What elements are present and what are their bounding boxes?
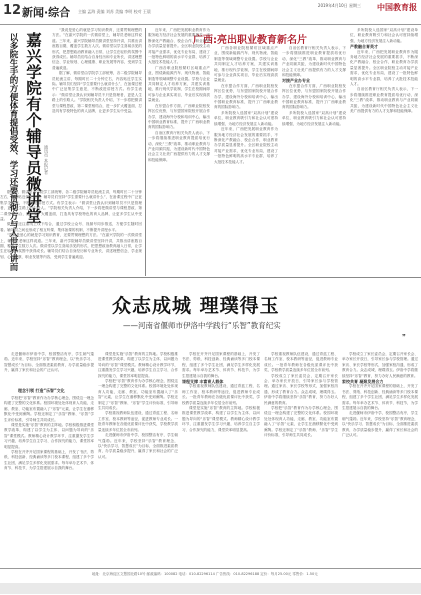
article2-col4 [350,28,418,275]
feature-col4 [264,352,338,566]
page-number: 12 [3,3,22,18]
feature-paragraph: 走进偃师市伊洛中学，校园整洁有序，学生朝气蓬勃。近年来，学校坚持“乐智”教育理念，以“快乐学习、智慧成长”为目标，全面推进素质教育，办学质量稳步提升，赢得了家长和社会的广泛认可。 [98,433,178,459]
feature-subtitle: ——河南省偃师市伊洛中学践行“乐智”教育纪实 [123,321,281,330]
article1-subtitle: 以多院生手的方便体育提倡受效、学习还要贯彻方与人世界讲而 [8,33,18,271]
newspaper-logo: 中国教育报 [377,2,417,12]
feature-paragraph: 学校成立了家长委员会，定期召开家长会、举办家长开放日，引导家长参与学校管理。通过家访、家长学校等形式，加强家校沟通，形成了教育合力。众志成城，理璞得玉。伊洛中学将继续坚持“乐智”教育，努力办好人民满意的教育。 [264,373,338,405]
article1-paragraph: “我说是爱心的就是学习知识教育，还要贯彻理想的方法。”在嘉兴学院的一次微讲堂上，辅导员老师这样说道。三年来，嘉兴学院辅导员微讲堂坚持开讲，共推出讲座数百期，覆盖学生数万人次。微讲堂以学生喜闻乐见的形式，把思想政治教育融入日常，让学生在轻松的氛围中获得成长。辅导员们结合自身经历和专业所长，讲述理想信念、学业规划、心理健康、职业发展等内容，受到学生普遍欢迎。 [52,28,142,70]
editor-credits: 主编 孟海 责编 刘苏 美编 李明 校对 王晨 [78,9,151,14]
feature-col5 [342,352,418,566]
article2-col3 [282,46,346,275]
article2-paragraph: 自治区教育厅相关负责人表示，下一步将继续推进职业教育提质培优行动，深化“三教”改革，推动职业教育与产业同频共振，为建设新时代中国特色社会主义壮美广西提供有力的人才支撑和技能保障。 [282,46,346,78]
feature-paragraph: 学校重视教师队伍建设，通过青蓝工程、名师工作室、校本教研等途径，促进教师专业成长。一批青年教师在各级优质课评比中获奖，学校教学质量连续多年位居全市前列。 [264,352,338,373]
feature-col3 [182,352,260,566]
feature-lead [4,352,94,382]
article1-body-col1 [52,28,142,190]
feature-paragraph: 学校重视教师队伍建设，通过青蓝工程、名师工作室、校本教研等途径，促进教师专业成长。一批青年教师在各级优质课评比中获奖，学校教学质量连续多年位居全市前列。 [182,384,260,405]
article2-col2 [214,46,278,275]
issue-date: 2019年4月10日 星期三 [317,3,361,8]
article2-paragraph: 在东盟合作方面，广西职业院校发挥区位优势，与东盟国家院校开展合作办学，建设海外分校和培训中心，输出中国职业教育标准，提升了广西职业教育的国际影响力。 [282,83,346,110]
article2-headline: 广西:亮出职业教育新名片 [193,35,307,46]
article2-paragraph: 近年来，广西把发展职业教育作为服务地方经济社会发展的重要抓手，不断深化产教融合、校企合作，职业教育办学质量显著提升。全区职业院校主动对接产业需求，优化专业布局，建设了一批特色鲜明的高水平专业群，培养了大批技术技能人才。 [148,28,210,65]
feature-paragraph: 学校把“乐智”教育作为办学核心理念，围绕这一理念构建了完整的文化体系。校园环境处处体现育人功能，走廊、教室、功能室布置融入了“乐智”元素，让学生在潜移默化中受到熏陶。学校还制定了“乐智”教师、“乐智”学生评价标准，引导师生共同成长。 [98,379,178,411]
section-title: 新闻·综合 [22,6,71,19]
article1-paragraph: 微讲堂还注重线上线下结合，通过学校公众号、视频号同步推送，方便学生随时回看。辅导员之间也形成了相互听课、集体备课的机制，不断提升讲授水平。 [0,222,142,232]
article2-paragraph: 多所院校入选国家“双高计划”建设单位，职业教育吸引力和社会认可度持续增强，为地方经济发展注入新动能。 [350,28,418,43]
article2-paragraph: 近年来，广西把发展职业教育作为服务地方经济社会发展的重要抓手，不断深化产教融合、校企合作，职业教育办学质量显著提升。全区职业院校主动对接产业需求，优化专业布局，建设了一批特色鲜明的高水平专业群，培养了大批技术技能人才。 [214,127,278,164]
article1-byline: 通讯员 本报记者 [44,145,49,175]
article2-paragraph: 多所院校入选国家“双高计划”建设单位，职业教育吸引力和社会认可度持续增强，为地方经济发展注入新动能。 [214,110,278,126]
feature-col2 [98,352,178,566]
feature-subhead: 课程支撑 丰富育人载体 [182,379,224,385]
feature-paragraph: 学校成立了家长委员会，定期召开家长会、举办家长开放日，引导家长参与学校管理。通过家访、家长学校等形式，加强家校沟通，形成了教育合力。众志成城，理璞得玉。伊洛中学将继续坚持“乐智”教育，努力办好人民满意的教育。 [342,352,418,378]
article2-paragraph: 广西各职业院校紧盯区域重点产业，围绕新能源汽车、现代物流、智能制造等领域调整专业设置。学校与企业共同制定人才培养方案，共建实训基地，推行现代学徒制，学生在校期间即可参与企业真实项目，毕业后实现高质量就业。 [148,65,210,103]
article2-paragraph: 近年来，广西把发展职业教育作为服务地方经济社会发展的重要抓手，不断深化产教融合、校企合作，职业教育办学质量显著提升。全区职业院校主动对接产业需求，优化专业布局，建设了一批特色鲜明的高水平专业群，培养了大批技术技能人才。 [350,49,418,87]
feature-paragraph: 学校在开齐开足国家课程的基础上，开发了书法、剪纸、科技创新、经典诵读等多门校本课程，组建了多个学生社团，满足学生多样化发展需求。每年举办艺术节、体育节、科技节，为学生搭建展示自我的舞台。 [4,450,94,471]
feature-paragraph: 课堂是实施“乐智”教育的主阵地。学校积极推进课堂教学改革，构建了以学生为主体、以问题为导向的“乐智”课堂模式。教师精心设计教学环节，注重激发学生学习兴趣，培养学生自主学习、合作探究的能力，课堂效率明显提高。 [98,352,178,378]
feature-subhead: 家校共育 凝聚发展合力 [342,379,384,385]
article2-subhead: 产教融合育英才 [350,44,378,50]
article2-paragraph: 自治区教育厅相关负责人表示，下一步将继续推进职业教育提质培优行动，深化“三教”改革，推动职业教育与产业同频共振，为建设新时代中国特色社会主义壮美广西提供有力的人才支撑和技能保障。 [350,87,418,114]
article1-paragraph: 据了解，微讲堂由学院学工部统筹，各二级学院辅导员轮流主讲，每期时长二十分钟左右，内容贴近学生实际。辅导员们坚持“学生需要什么就讲什么”，在备课过程中广泛征集学生意见，不断改进讲授方式。有学生表示：“微讲堂让我认识到辅导员不只是管理者，更是人生路上的引路人。”学院相关负责人介绍，下一步将把微讲堂与课程思政、第二课堂相结合，进一步扩大覆盖面，打造具有学校特色的育人品牌，让更多学生从中受益。 [0,190,142,222]
feature-paragraph: 学校在开齐开足国家课程的基础上，开发了书法、剪纸、科技创新、经典诵读等多门校本课程，组建了多个学生社团，满足学生多样化发展需求。每年举办艺术节、体育节、科技节，为学生搭建展示自我的舞台。 [182,352,260,378]
feature-paragraph: 学校把“乐智”教育作为办学核心理念，围绕这一理念构建了完整的文化体系。校园环境处处体现育人功能，走廊、教室、功能室布置融入了“乐智”元素，让学生在潜移默化中受到熏陶。学校还制定了“乐智”教师、“乐智”学生评价标准，引导师生共同成长。 [264,406,338,438]
feature-paragraph: 课堂是实施“乐智”教育的主阵地。学校积极推进课堂教学改革，构建了以学生为主体、以问题为导向的“乐智”课堂模式。教师精心设计教学环节，注重激发学生学习兴趣，培养学生自主学习、合作探究的能力，课堂效率明显提高。 [4,423,94,449]
viewer-bottom-bar [0,583,421,594]
feature-paragraph: 课堂是实施“乐智”教育的主阵地。学校积极推进课堂教学改革，构建了以学生为主体、以问题为导向的“乐智”课堂模式。教师精心设计教学环节，注重激发学生学习兴趣，培养学生自主学习、合作探究的能力，课堂效率明显提高。 [182,406,260,432]
page-header [0,0,421,25]
feature-paragraph: 走进偃师市伊洛中学，校园整洁有序，学生朝气蓬勃。近年来，学校坚持“乐智”教育理念，以“快乐学习、智慧成长”为目标，全面推进素质教育，办学质量稳步提升，赢得了家长和社会的广泛认可。 [4,352,94,373]
article2-paragraph: 在东盟合作方面，广西职业院校发挥区位优势，与东盟国家院校开展合作办学，建设海外分校和培训中心，输出中国职业教育标准，提升了广西职业教育的国际影响力。 [214,83,278,110]
quote-mark-icon: ❞ [402,333,406,341]
feature-paragraph: 学校把“乐智”教育作为办学核心理念，围绕这一理念构建了完整的文化体系。校园环境处处体现育人功能，走廊、教室、功能室布置融入了“乐智”元素，让学生在潜移默化中受到熏陶。学校还制定了“乐智”教师、“乐智”学生评价标准，引导师生共同成长。 [4,396,94,422]
feature-col1 [4,396,94,566]
article1-paragraph: “我说是爱心的就是学习知识教育，还要贯彻理想的方法。”在嘉兴学院的一次微讲堂上，辅导员老师这样说道。三年来，嘉兴学院辅导员微讲堂坚持开讲，共推出讲座数百期，覆盖学生数万人次。微讲堂以学生喜闻乐见的形式，把思想政治教育融入日常，让学生在轻松的氛围中获得成长。辅导员们结合自身经历和专业所长，讲述理想信念、学业规划、心理健康、职业发展等内容，受到学生普遍欢迎。 [0,233,142,259]
section-divider [0,277,421,278]
article1-headline: 嘉兴学院有个辅导员微讲堂 [24,32,43,224]
feature-paragraph: 走进偃师市伊洛中学，校园整洁有序，学生朝气蓬勃。近年来，学校坚持“乐智”教育理念，以“快乐学习、智慧成长”为目标，全面推进素质教育，办学质量稳步提升，赢得了家长和社会的广泛认可。 [342,411,418,438]
article2-subhead: 对接产业办专业 [282,78,310,84]
article2-col1 [148,28,210,275]
article1-paragraph: 据了解，微讲堂由学院学工部统筹，各二级学院辅导员轮流主讲，每期时长二十分钟左右，内容贴近学生实际。辅导员们坚持“学生需要什么就讲什么”，在备课过程中广泛征集学生意见，不断改进讲授方式。有学生表示：“微讲堂让我认识到辅导员不只是管理者，更是人生路上的引路人。”学院相关负责人介绍，下一步将把微讲堂与课程思政、第二课堂相结合，进一步扩大覆盖面，打造具有学校特色的育人品牌，让更多学生从中受益。 [52,71,142,114]
article2-paragraph: 自治区教育厅相关负责人表示，下一步将继续推进职业教育提质培优行动，深化“三教”改革，推动职业教育与产业同频共振，为建设新时代中国特色社会主义壮美广西提供有力的人才支撑和技能保障。 [148,130,210,162]
feature-paragraph: 学校重视教师队伍建设，通过青蓝工程、名师工作室、校本教研等途径，促进教师专业成长。一批青年教师在各级优质课评比中获奖，学校教学质量连续多年位居全市前列。 [98,411,178,432]
feature-headline: 众志成城 理璞得玉 [112,295,280,317]
article1-body-col2 [0,190,142,275]
feature-subhead: 理念引领 打造“乐智”文化 [18,388,65,393]
footer-info: 地址：北京海淀区文慧园北路10号 邮政编码：100082 电话：010-82296114 广告热线：010-82296188 定价：每月25.00元 零售价：1.50元 [92,572,318,576]
article2-paragraph: 在东盟合作方面，广西职业院校发挥区位优势，与东盟国家院校开展合作办学，建设海外分校和培训中心，输出中国职业教育标准，提升了广西职业教育的国际影响力。 [148,103,210,130]
column-divider [145,28,146,276]
feature-paragraph: 学校在开齐开足国家课程的基础上，开发了书法、剪纸、科技创新、经典诵读等多门校本课程，组建了多个学生社团，满足学生多样化发展需求。每年举办艺术节、体育节、科技节，为学生搭建展示自我的舞台。 [342,384,418,411]
header-rule [0,24,421,25]
article2-paragraph: 广西各职业院校紧盯区域重点产业，围绕新能源汽车、现代物流、智能制造等领域调整专业设置。学校与企业共同制定人才培养方案，共建实训基地，推行现代学徒制，学生在校期间即可参与企业真实项目，毕业后实现高质量就业。 [214,46,278,83]
article2-paragraph: 多所院校入选国家“双高计划”建设单位，职业教育吸引力和社会认可度持续增强，为地方经济发展注入新动能。 [282,110,346,126]
